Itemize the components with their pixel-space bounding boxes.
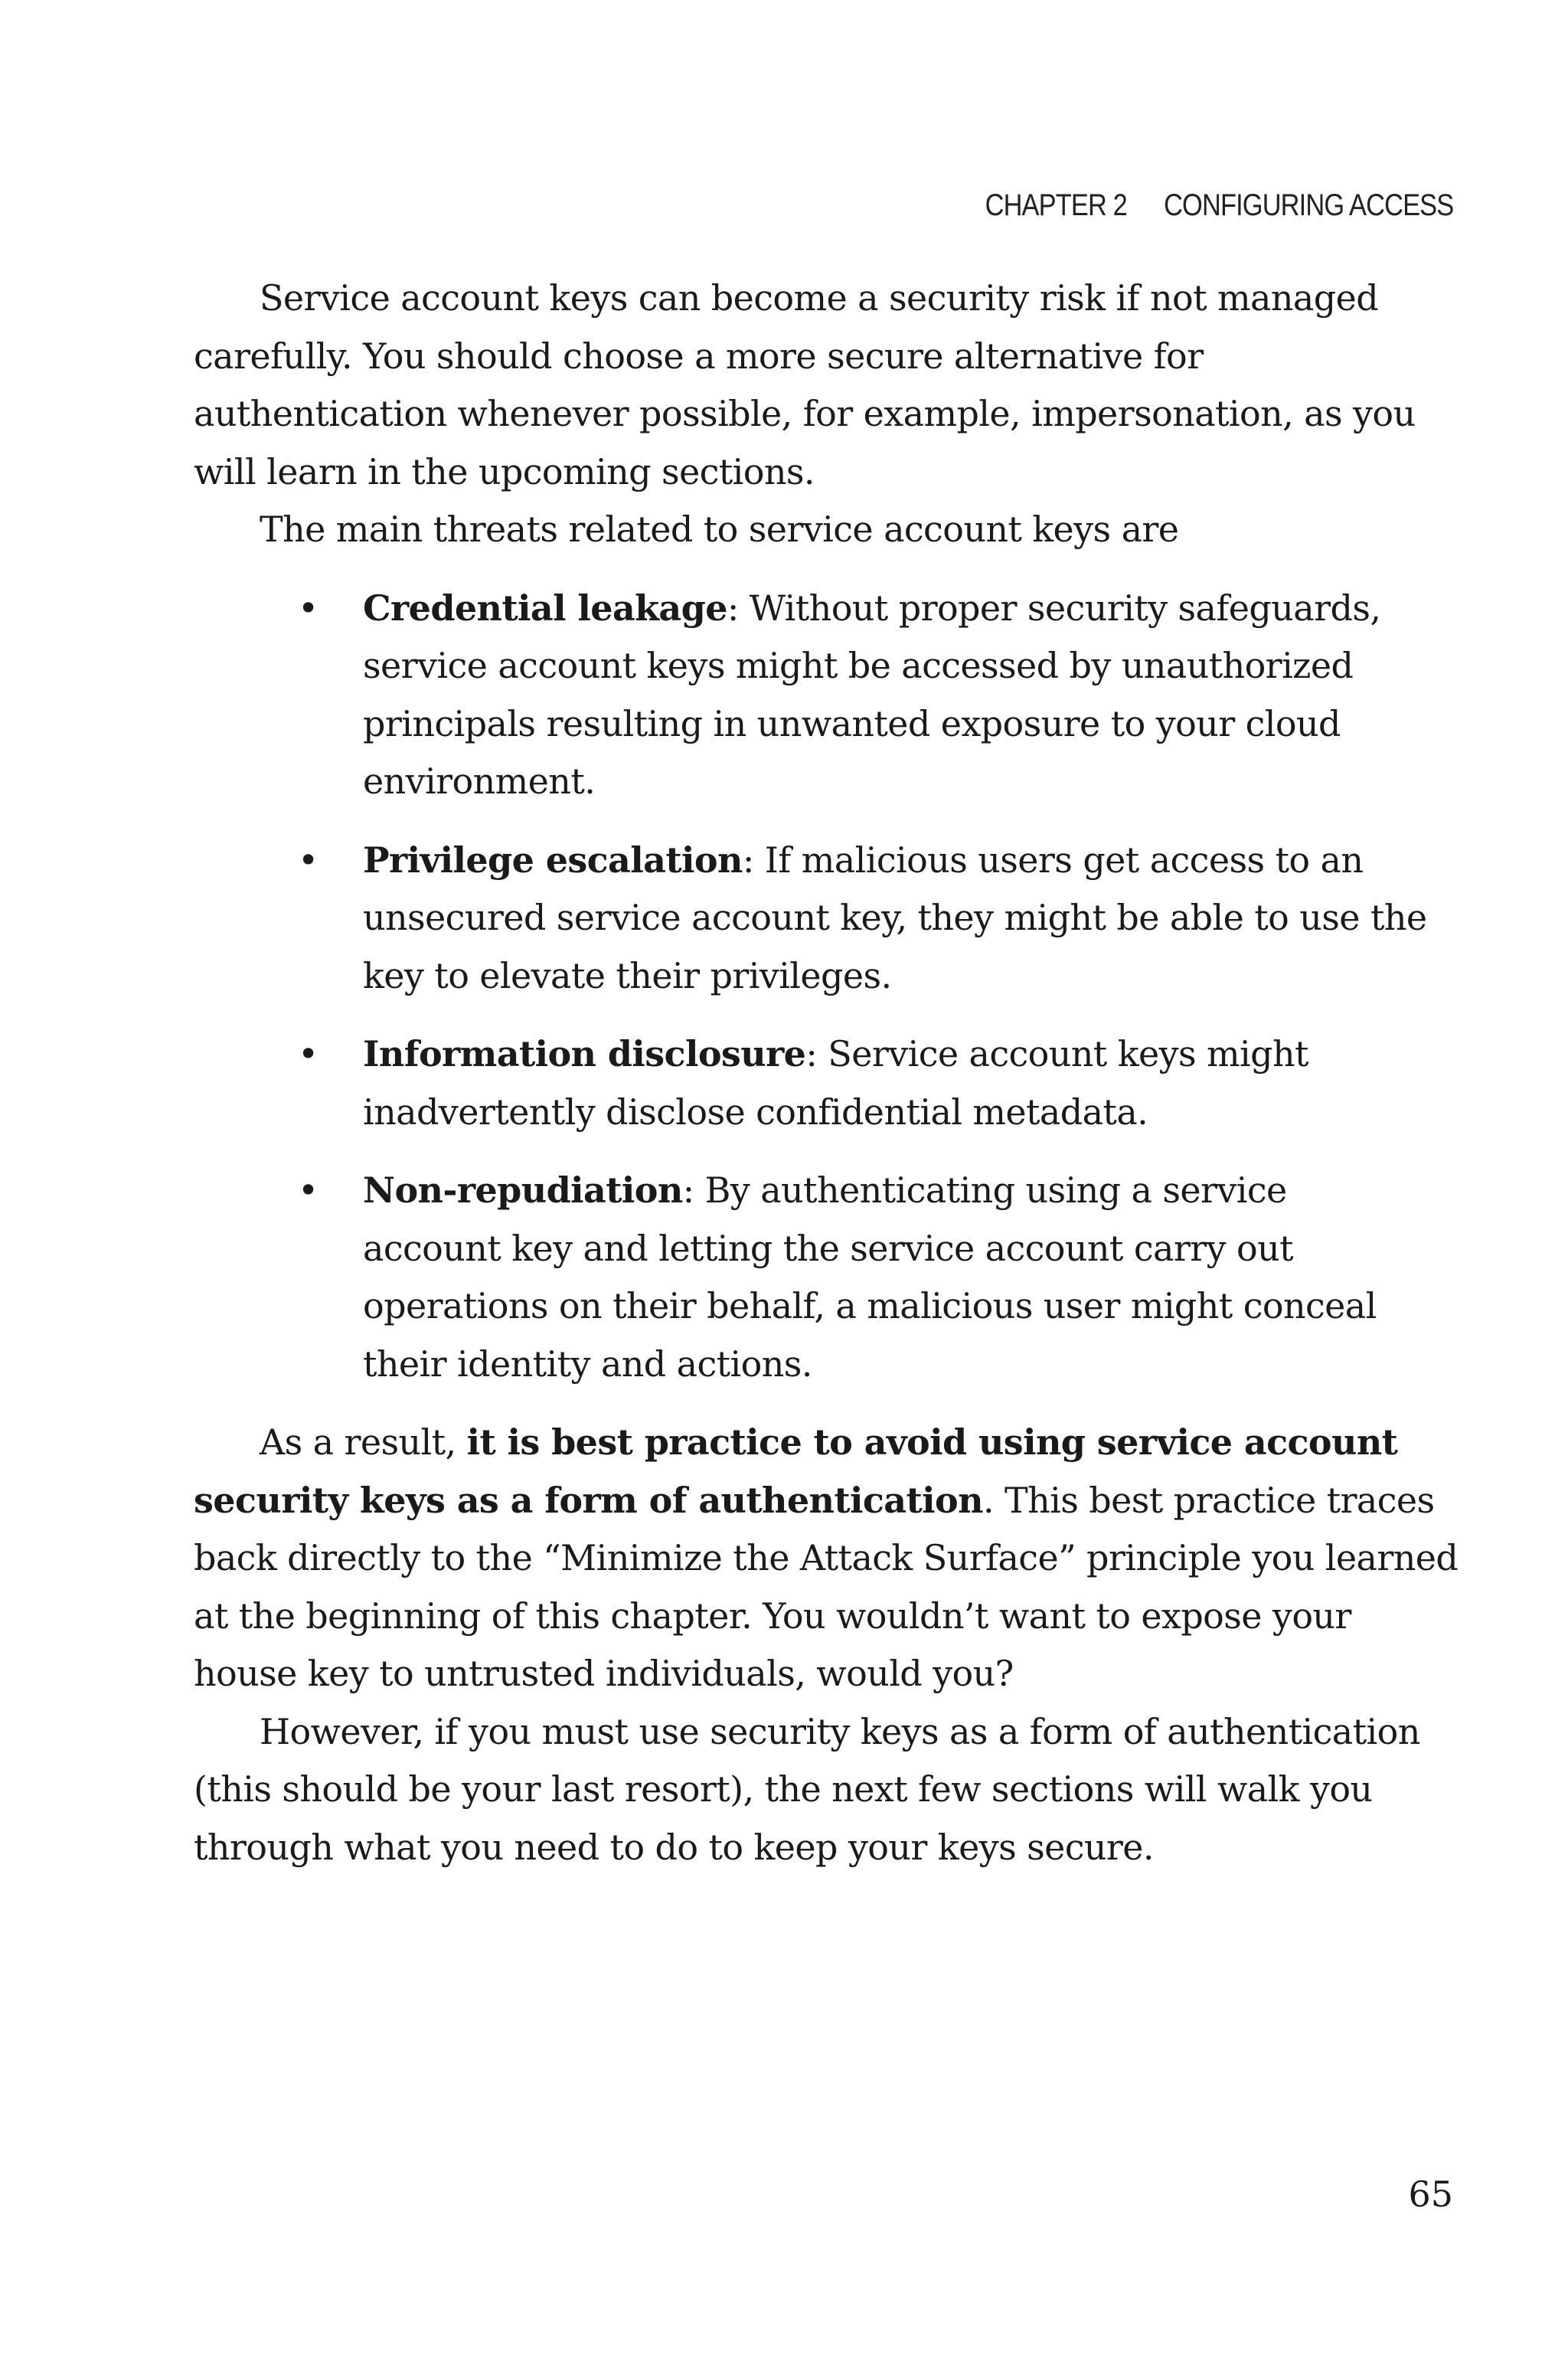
threat-description: : Without proper security safeguards, service account keys might be accessed by unauthorized principals resulting in unwanted exposure to your cloud environment. [363,587,1381,802]
intro-paragraph: Service account keys can become a security risk if not managed carefully. You should choose a more secure alternative for authentication whenever possible, for example, impersonation, as you will learn in the upcoming sections. [194,277,1416,492]
threat-term: Information disclosure [363,1033,806,1075]
page-number: 65 [1408,2174,1453,2215]
best-practice-intro: As a result, [260,1421,467,1463]
threat-term: Privilege escalation [363,839,743,881]
threat-item-privilege-escalation [194,832,1427,1006]
threat-description: : Service account keys might inadvertently disclose confidential metadata. [363,1033,1308,1133]
page-body [194,270,1461,1876]
threat-term: Non-repudiation [363,1169,683,1211]
threat-term: Credential leakage [363,587,727,629]
threat-item-information-disclosure [194,1025,1427,1141]
threat-item-credential-leakage [194,580,1427,811]
threats-lead-in: The main threats related to service account keys are [260,509,1179,550]
bullet-icon: • [298,587,318,629]
threats-list [194,580,1461,1394]
closing-paragraph: However, if you must use security keys as a form of authentication (this should be your last resort), the next few sections will walk you through what you need to do to keep your keys secure. [194,1710,1420,1868]
bullet-icon: • [298,1169,318,1211]
best-practice-rest: . This best practice traces back directly to the “Minimize the Attack Surface” principle you learned at the beginning of this chapter. You wouldn’t want to expose your house key to untrusted individuals, would you? [194,1479,1459,1694]
chapter-label: CHAPTER 2 [985,188,1127,222]
running-header [985,188,1453,223]
chapter-title: CONFIGURING ACCESS [1163,188,1453,222]
threat-description: : If malicious users get access to an unsecured service account key, they might be able to use the key to elevate their privileges. [363,839,1427,996]
threat-item-non-repudiation [194,1162,1427,1393]
bullet-icon: • [298,1033,318,1075]
threat-description: : By authenticating using a service account key and letting the service account carry out operations on their behalf, a malicious user might conceal their identity and actions. [363,1169,1377,1385]
bullet-icon: • [298,839,318,881]
best-practice-paragraph [194,1414,1461,1703]
best-practice-statement: it is best practice to avoid using service account security keys as a form of authentication [194,1421,1398,1521]
